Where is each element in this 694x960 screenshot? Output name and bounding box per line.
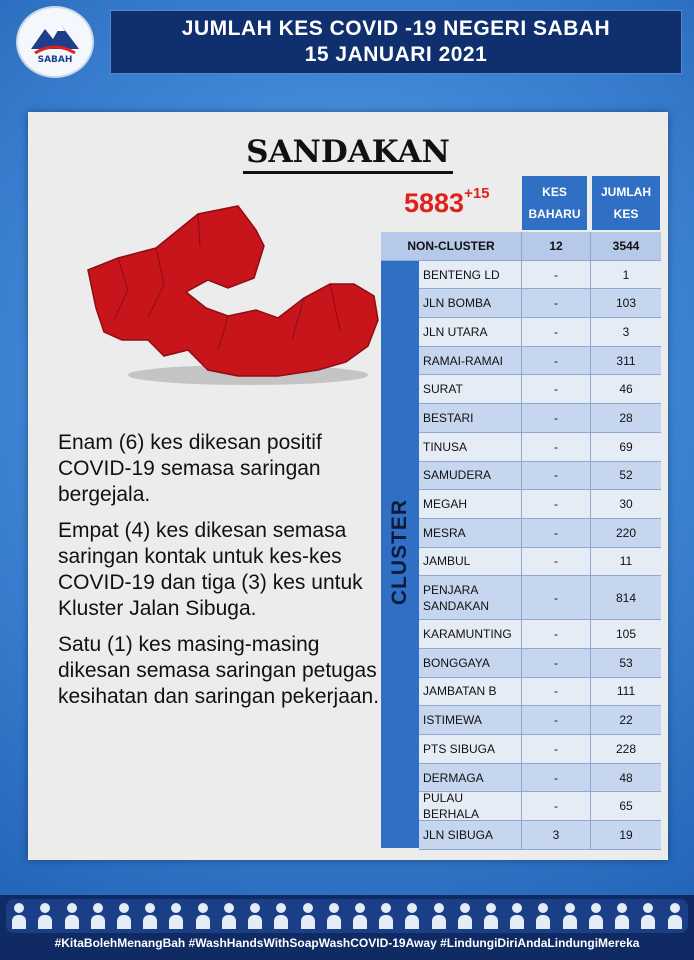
row-name: PTS SIBUGA [419, 735, 522, 763]
footer [0, 895, 694, 960]
person-icon [510, 903, 524, 929]
row-name: MEGAH [419, 490, 522, 518]
person-icon [353, 903, 367, 929]
row-total: 220 [615, 525, 637, 540]
row-new: - [522, 347, 591, 375]
title-banner [110, 10, 682, 74]
row-total: 228 [615, 741, 637, 756]
header-total-cases [592, 176, 660, 230]
row-new: - [522, 649, 591, 677]
mountain-logo-icon [29, 19, 81, 59]
row-name: BESTARI [419, 404, 522, 432]
row-new: - [522, 404, 591, 432]
row-new: - [522, 289, 591, 317]
report-date: 15 JANUARI 2021 [304, 43, 488, 66]
row-name: PULAU BERHALA [419, 792, 522, 820]
person-icon [91, 903, 105, 929]
person-icon [38, 903, 52, 929]
row-new: - [522, 620, 591, 648]
row-total: 814 [615, 590, 637, 605]
cluster-row [419, 404, 661, 433]
person-icon [301, 903, 315, 929]
row-new: - [522, 462, 591, 490]
row-total: 53 [619, 655, 633, 670]
row-new: - [522, 548, 591, 576]
row-name: NON-CLUSTER [381, 232, 522, 260]
row-name: RAMAI-RAMAI [419, 347, 522, 375]
row-total: 11 [619, 554, 633, 569]
row-total: 52 [619, 468, 633, 483]
row-total: 30 [619, 497, 633, 512]
person-icon [12, 903, 26, 929]
row-total: 111 [616, 684, 636, 699]
cases-table [381, 232, 661, 850]
row-new: - [522, 706, 591, 734]
row-name: BENTENG LD [419, 261, 522, 289]
row-total: 69 [619, 439, 633, 454]
row-new: - [522, 261, 591, 289]
cluster-row [419, 519, 661, 548]
page-title: JUMLAH KES COVID -19 NEGERI SABAH [181, 17, 611, 40]
person-icon [432, 903, 446, 929]
description-paragraph: Enam (6) kes dikesan positif COVID-19 semasa saringan bergejala. [58, 431, 322, 506]
person-icon [458, 903, 472, 929]
row-total: 1 [622, 267, 630, 282]
cluster-row [419, 678, 661, 707]
sabah-logo [16, 6, 94, 78]
logo-label: SABAH [37, 55, 73, 65]
row-total: 28 [619, 410, 633, 425]
row-new: - [522, 792, 591, 820]
row-total: 19 [619, 827, 633, 842]
person-icon [615, 903, 629, 929]
row-new: - [522, 318, 591, 346]
person-icon [589, 903, 603, 929]
header-new-line1: KES [542, 185, 567, 199]
new-cases-count: +15 [464, 185, 490, 202]
cluster-row [419, 576, 661, 620]
row-name: SAMUDERA [419, 462, 522, 490]
district-panel [28, 112, 668, 860]
person-icon [196, 903, 210, 929]
row-new: 12 [522, 232, 591, 260]
cluster-row [419, 375, 661, 404]
row-new: - [522, 519, 591, 547]
cluster-row [419, 706, 661, 735]
cluster-row [419, 735, 661, 764]
cluster-row [419, 792, 661, 821]
sandakan-map-icon [78, 200, 388, 400]
row-new: - [522, 490, 591, 518]
row-name: PENJARA SANDAKAN [419, 576, 522, 619]
description-paragraph: Empat (4) kes dikesan semasa saringan kontak untuk kes-kes COVID-19 dan tiga (3) kes untuk Kluster Jalan Sibuga. [58, 519, 363, 620]
row-new: - [522, 678, 591, 706]
person-icon [536, 903, 550, 929]
person-icon [274, 903, 288, 929]
row-total: 103 [615, 296, 637, 311]
cluster-label-text: CLUSTER [388, 498, 412, 606]
hashtags: #KitaBolehMenangBah #WashHandsWithSoapWashCOVID-19Away #LindungiDiriAndaLindungiMereka [54, 936, 640, 950]
row-total: 46 [619, 382, 633, 397]
cluster-row [419, 462, 661, 491]
frontliner-icons [6, 899, 688, 933]
row-new: - [522, 576, 591, 619]
row-name: BONGGAYA [419, 649, 522, 677]
cluster-row [419, 318, 661, 347]
row-total: 3 [622, 324, 630, 339]
row-name: DERMAGA [419, 764, 522, 792]
row-total: 22 [619, 713, 633, 728]
description [58, 430, 388, 720]
row-new: - [522, 764, 591, 792]
cluster-row [419, 764, 661, 793]
row-total: 65 [619, 799, 633, 814]
person-icon [563, 903, 577, 929]
person-icon [143, 903, 157, 929]
person-icon [248, 903, 262, 929]
row-name: SURAT [419, 375, 522, 403]
row-total: 3544 [612, 238, 640, 253]
cluster-row [419, 433, 661, 462]
row-total: 311 [616, 353, 636, 368]
row-total: 48 [619, 770, 633, 785]
row-name: MESRA [419, 519, 522, 547]
person-icon [379, 903, 393, 929]
row-name: JLN SIBUGA [419, 821, 522, 849]
cluster-row [419, 548, 661, 577]
non-cluster-row [381, 232, 661, 261]
cluster-rows [419, 261, 661, 850]
row-name: TINUSA [419, 433, 522, 461]
row-name: KARAMUNTING [419, 620, 522, 648]
district-name: SANDAKAN [243, 134, 453, 174]
header-total-line2: KES [613, 207, 639, 221]
person-icon [484, 903, 498, 929]
person-icon [327, 903, 341, 929]
cluster-row [419, 347, 661, 376]
description-paragraph: Satu (1) kes masing-masing dikesan semasa saringan petugas kesihatan dan saringan pekerjaan. [58, 633, 380, 708]
row-total: 105 [615, 627, 637, 642]
header-new-cases [522, 176, 587, 230]
header-new-line2: BAHARU [528, 207, 581, 221]
total-cases [404, 185, 490, 219]
person-icon [65, 903, 79, 929]
person-icon [668, 903, 682, 929]
row-new: - [522, 735, 591, 763]
cluster-row [419, 490, 661, 519]
row-new: - [522, 375, 591, 403]
person-icon [222, 903, 236, 929]
cluster-row [419, 261, 661, 290]
person-icon [169, 903, 183, 929]
row-new: 3 [522, 821, 591, 849]
cluster-row [419, 620, 661, 649]
row-name: JLN UTARA [419, 318, 522, 346]
row-name: JAMBUL [419, 548, 522, 576]
person-icon [405, 903, 419, 929]
header-total-line1: JUMLAH [601, 185, 651, 199]
person-icon [117, 903, 131, 929]
cluster-row [419, 289, 661, 318]
row-new: - [522, 433, 591, 461]
row-name: ISTIMEWA [419, 706, 522, 734]
total-count: 5883 [404, 188, 465, 218]
cluster-row [419, 649, 661, 678]
person-icon [641, 903, 655, 929]
row-name: JAMBATAN B [419, 678, 522, 706]
cluster-row [419, 821, 661, 850]
row-name: JLN BOMBA [419, 289, 522, 317]
